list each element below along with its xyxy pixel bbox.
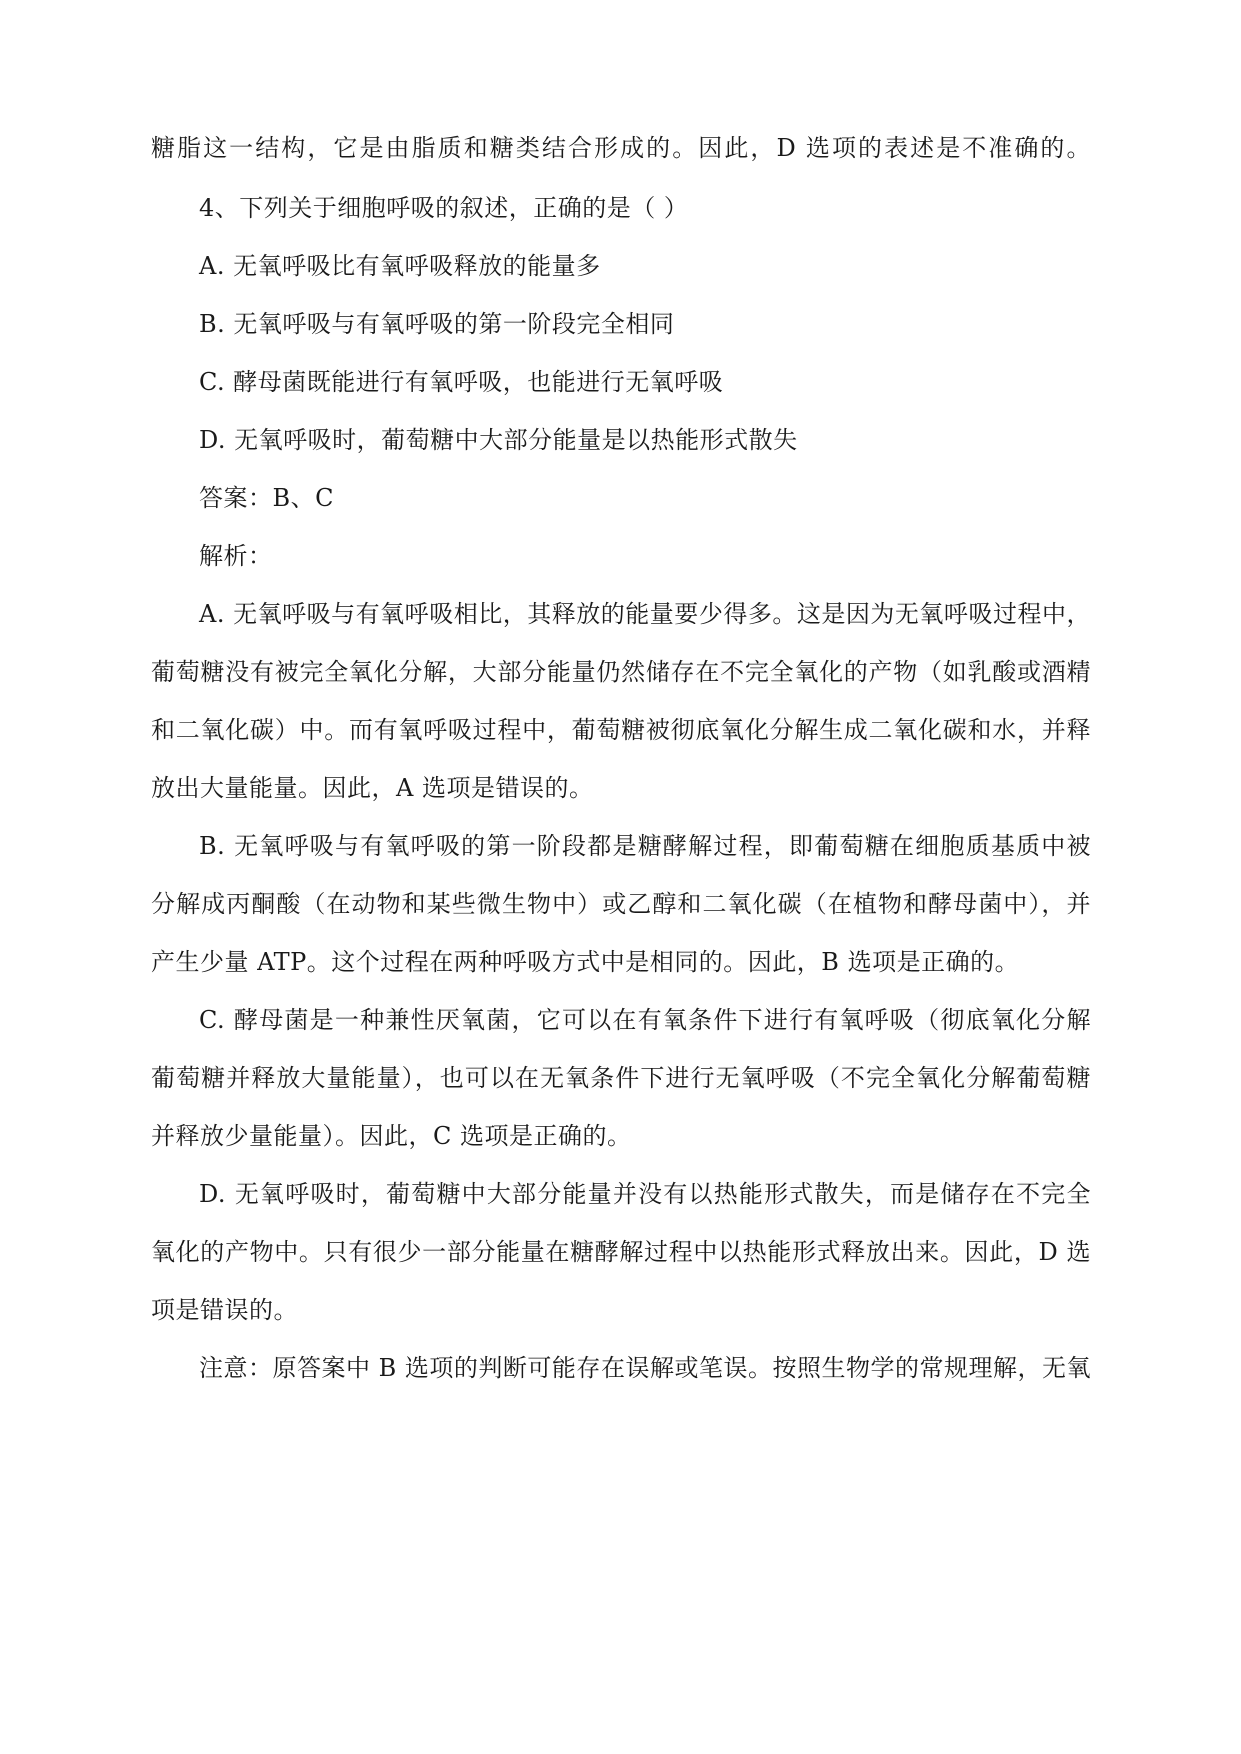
analysis-c-line-2: 葡萄糖并释放大量能量），也可以在无氧条件下进行无氧呼吸（不完全氧化分解葡萄糖	[151, 1064, 1091, 1092]
analysis-a-line-1: A. 无氧呼吸与有氧呼吸相比，其释放的能量要少得多。这是因为无氧呼吸过程中，	[199, 600, 1091, 628]
analysis-c-line-3: 并释放少量能量）。因此，C 选项是正确的。	[151, 1122, 632, 1150]
analysis-d-line-1: D. 无氧呼吸时，葡萄糖中大部分能量并没有以热能形式散失，而是储存在不完全	[199, 1180, 1091, 1208]
analysis-c-line-1: C. 酵母菌是一种兼性厌氧菌，它可以在有氧条件下进行有氧呼吸（彻底氧化分解	[199, 1006, 1091, 1034]
answer-line: 答案：B、C	[199, 484, 334, 512]
prev-question-tail: 糖脂这一结构，它是由脂质和糖类结合形成的。因此，D 选项的表述是不准确的。	[151, 134, 1091, 162]
analysis-d-line-2: 氧化的产物中。只有很少一部分能量在糖酵解过程中以热能形式释放出来。因此，D 选	[151, 1238, 1091, 1266]
question-4-stem: 4、下列关于细胞呼吸的叙述，正确的是（ ）	[199, 194, 689, 222]
analysis-a-line-2: 葡萄糖没有被完全氧化分解，大部分能量仍然储存在不完全氧化的产物（如乳酸或酒精	[151, 658, 1091, 686]
option-a: A. 无氧呼吸比有氧呼吸释放的能量多	[199, 252, 601, 280]
note-line-1: 注意：原答案中 B 选项的判断可能存在误解或笔误。按照生物学的常规理解，无氧	[199, 1354, 1091, 1382]
option-b: B. 无氧呼吸与有氧呼吸的第一阶段完全相同	[199, 310, 675, 338]
option-c: C. 酵母菌既能进行有氧呼吸，也能进行无氧呼吸	[199, 368, 724, 396]
analysis-b-line-2: 分解成丙酮酸（在动物和某些微生物中）或乙醇和二氧化碳（在植物和酵母菌中），并	[151, 890, 1091, 918]
analysis-a-line-4: 放出大量能量。因此，A 选项是错误的。	[151, 774, 594, 802]
analysis-a-line-3: 和二氧化碳）中。而有氧呼吸过程中，葡萄糖被彻底氧化分解生成二氧化碳和水，并释	[151, 716, 1091, 744]
analysis-b-line-1: B. 无氧呼吸与有氧呼吸的第一阶段都是糖酵解过程，即葡萄糖在细胞质基质中被	[199, 832, 1091, 860]
analysis-d-line-3: 项是错误的。	[151, 1296, 298, 1324]
analysis-b-line-3: 产生少量 ATP。这个过程在两种呼吸方式中是相同的。因此，B 选项是正确的。	[151, 948, 1020, 976]
analysis-heading: 解析：	[199, 542, 273, 570]
option-d: D. 无氧呼吸时，葡萄糖中大部分能量是以热能形式散失	[199, 426, 798, 454]
